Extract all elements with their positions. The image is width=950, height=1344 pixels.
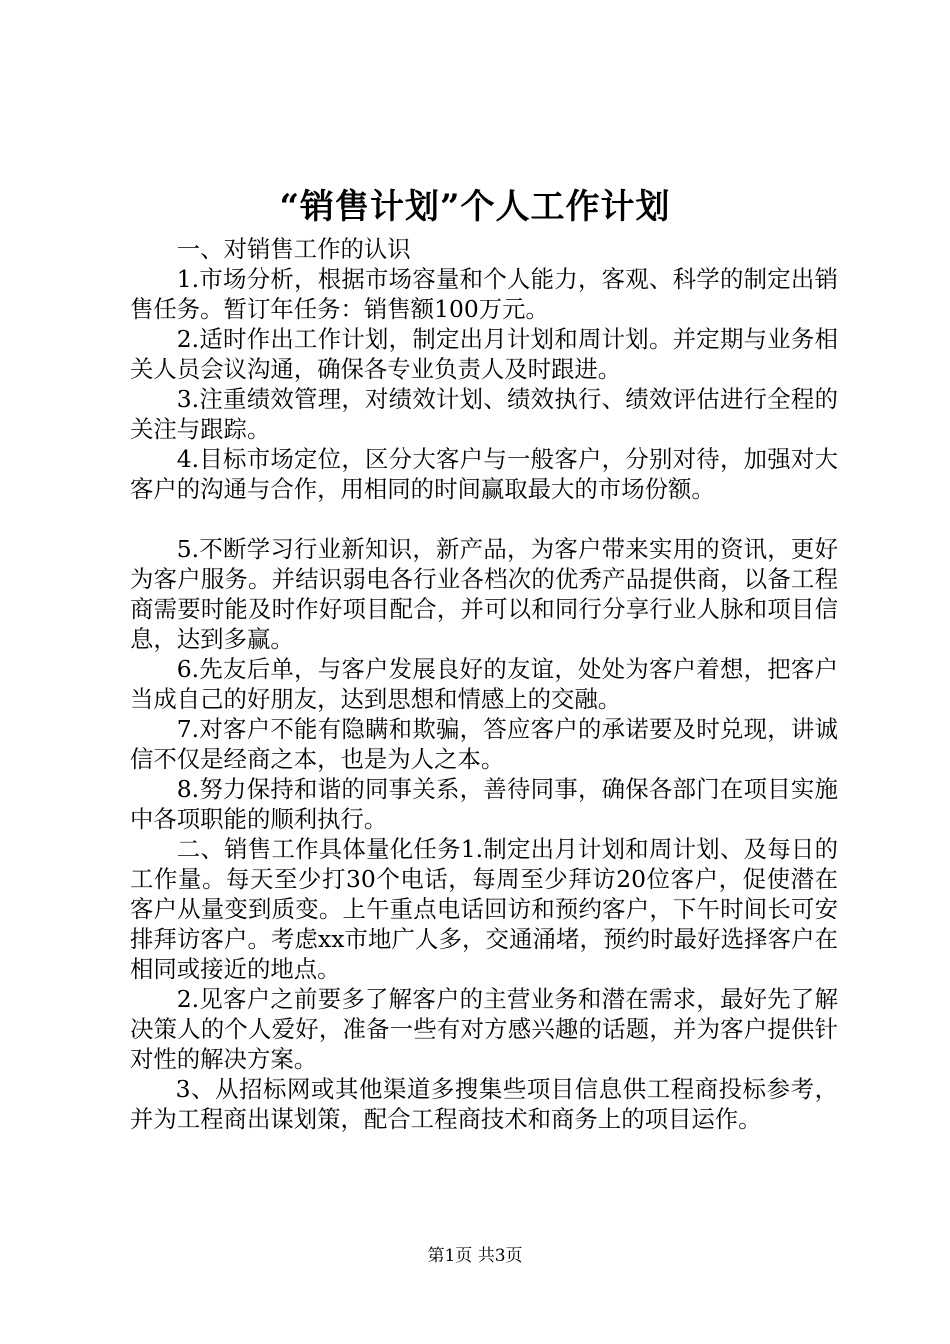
paragraph-5: 5.不断学习行业新知识，新产品，为客户带来实用的资讯，更好为客户服务。并结识弱电各行业各档次的优秀产品提供商，以备工程商需要时能及时作好项目配合，并可以和同行分享行业人脉和项目信息，达到多赢。 — [130, 535, 838, 653]
section-heading-2: 二、销售工作具体量化任务1.制定出月计划和周计划、及每日的工作量。每天至少打30个电话，每周至少拜访20位客户，促使潜在客户从量变到质变。上午重点电话回访和预约客户，下午时间长可安排拜访客户。考虑xx市地广人多，交通涌堵，预约时最好选择客户在相同或接近的地点。 — [130, 835, 838, 983]
paragraph-10: 2.见客户之前要多了解客户的主营业务和潜在需求，最好先了解决策人的个人爱好，准备一些有对方感兴趣的话题，并为客户提供针对性的解决方案。 — [130, 985, 838, 1073]
document-title: “销售计划”个人工作计划 — [279, 187, 671, 227]
paragraph-2: 2.适时作出工作计划，制定出月计划和周计划。并定期与业务相关人员会议沟通，确保各专业负责人及时跟进。 — [130, 325, 838, 383]
paragraph-3: 3.注重绩效管理，对绩效计划、绩效执行、绩效评估进行全程的关注与跟踪。 — [130, 385, 838, 443]
section-heading-1: 一、对销售工作的认识 — [176, 235, 411, 263]
paragraph-1: 1.市场分析，根据市场容量和个人能力，客观、科学的制定出销售任务。暂订年任务：销售额100万元。 — [130, 265, 838, 323]
page-footer: 第1页 共3页 — [427, 1246, 523, 1266]
paragraph-11: 3、从招标网或其他渠道多搜集些项目信息供工程商投标参考，并为工程商出谋划策，配合工程商技术和商务上的项目运作。 — [130, 1075, 838, 1133]
paragraph-7: 7.对客户不能有隐瞒和欺骗，答应客户的承诺要及时兑现，讲诚信不仅是经商之本，也是为人之本。 — [130, 715, 838, 773]
paragraph-8: 8.努力保持和谐的同事关系，善待同事，确保各部门在项目实施中各项职能的顺利执行。 — [130, 775, 838, 833]
document-body — [130, 234, 838, 1134]
paragraph-4: 4.目标市场定位，区分大客户与一般客户，分别对待，加强对大客户的沟通与合作，用相同的时间赢取最大的市场份额。 — [130, 445, 838, 503]
paragraph-6: 6.先友后单，与客户发展良好的友谊，处处为客户着想，把客户当成自己的好朋友，达到思想和情感上的交融。 — [130, 655, 838, 713]
